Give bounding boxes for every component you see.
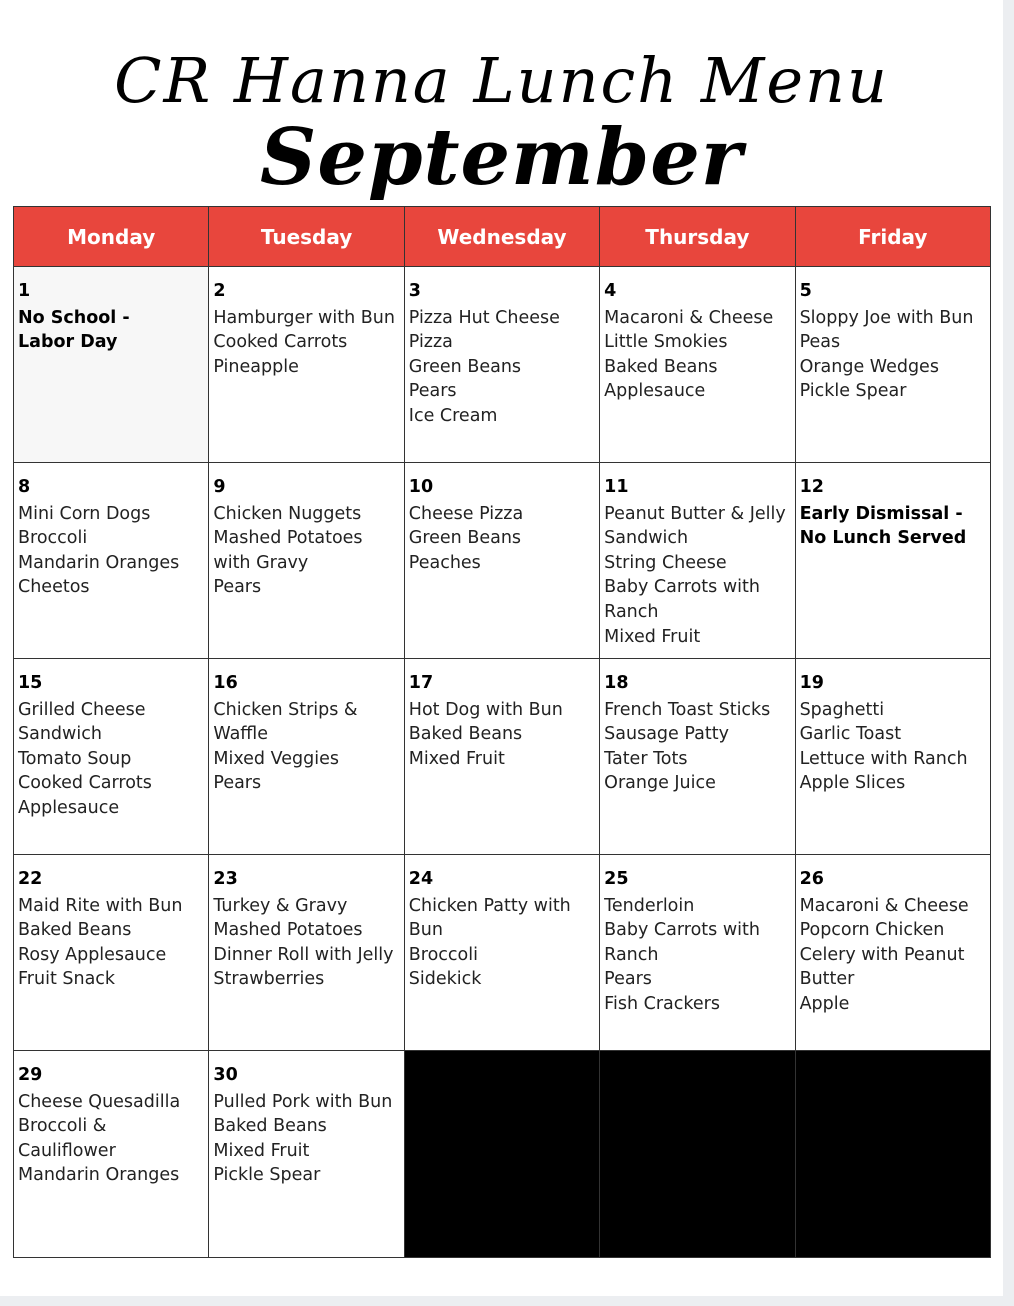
menu-item: Broccoli & Cauliflower (18, 1116, 116, 1161)
calendar-week-row (14, 659, 991, 855)
weekday-tuesday: Tuesday (209, 207, 404, 267)
menu-item: Fish Crackers (604, 993, 720, 1014)
menu-item: Green Beans (408, 356, 522, 377)
menu-item: Pears (213, 577, 262, 598)
menu-item: Baked Beans (213, 1116, 327, 1137)
menu-item: French Toast Sticks (604, 699, 771, 720)
menu-item: Baked Beans (18, 920, 132, 941)
menu-item: Cheese Quesadilla (18, 1091, 181, 1112)
weekday-monday: Monday (14, 207, 209, 267)
menu-item: Pears (604, 969, 652, 990)
menu-item: Peaches (408, 552, 481, 573)
menu-item: Chicken Strips & Waffle (213, 699, 358, 745)
menu-item: Baked Beans (604, 356, 718, 377)
day-cell-thursday (600, 267, 795, 463)
calendar-week-row (14, 463, 991, 659)
blocked-day-cell (600, 1051, 795, 1258)
menu-item: Pickle Spear (799, 381, 907, 402)
day-cell-tuesday (209, 855, 404, 1051)
menu-item: Garlic Toast (799, 724, 902, 745)
day-note: No Lunch Served (799, 528, 967, 549)
menu-item: Mixed Fruit (408, 748, 505, 769)
day-number: 17 (408, 673, 434, 693)
menu-item: Cooked Carrots (18, 773, 152, 794)
menu-item: Tomato Soup (18, 748, 132, 769)
day-cell-tuesday (209, 267, 404, 463)
day-number: 2 (213, 281, 226, 301)
day-cell-monday (14, 267, 209, 463)
menu-item: Hot Dog with Bun (408, 699, 563, 720)
menu-item: Ice Cream (408, 405, 498, 426)
menu-item: Broccoli (408, 944, 478, 965)
day-number: 11 (604, 477, 629, 497)
menu-item: Chicken Patty with Bun (408, 895, 571, 941)
day-cell-wednesday (404, 267, 599, 463)
menu-item: Fruit Snack (18, 969, 116, 990)
menu-item: Mandarin Oranges (18, 1165, 180, 1186)
day-cell-wednesday (404, 855, 599, 1051)
menu-item: Mini Corn Dogs (18, 503, 151, 524)
weekday-friday: Friday (795, 207, 990, 267)
menu-item: Dinner Roll with Jelly (213, 944, 394, 965)
menu-item: Lettuce with Ranch (799, 748, 968, 769)
menu-item: Strawberries (213, 969, 325, 990)
day-number: 12 (799, 477, 824, 497)
day-number: 18 (604, 673, 629, 693)
day-note: Early Dismissal - (799, 503, 963, 524)
day-number: 24 (408, 869, 434, 889)
menu-item: Grilled Cheese Sandwich (18, 699, 146, 745)
menu-item: Mashed Potatoes (213, 920, 363, 941)
menu-item: Pineapple (213, 356, 299, 377)
weekday-thursday: Thursday (600, 207, 795, 267)
day-number: 5 (799, 281, 812, 301)
day-cell-tuesday (209, 463, 404, 659)
day-cell-tuesday (209, 1051, 404, 1258)
menu-item: Turkey & Gravy (213, 895, 348, 916)
calendar-week-row (14, 1051, 991, 1258)
menu-item: Mashed Potatoes with Gravy (213, 528, 363, 573)
menu-title: CR Hanna Lunch Menu (114, 44, 889, 117)
menu-month: September (260, 112, 743, 203)
menu-item: Spaghetti (799, 699, 885, 720)
menu-item: Apple (799, 993, 850, 1014)
day-cell-monday (14, 659, 209, 855)
menu-item: Pulled Pork with Bun (213, 1091, 393, 1112)
menu-item: Baked Beans (408, 724, 523, 745)
menu-item: Cooked Carrots (213, 332, 348, 353)
day-cell-thursday (600, 463, 795, 659)
day-cell-thursday (600, 855, 795, 1051)
calendar-week-row (14, 267, 991, 463)
day-number: 25 (604, 869, 629, 889)
day-cell-monday (14, 1051, 209, 1258)
calendar-week-row (14, 855, 991, 1051)
day-note: Labor Day (18, 332, 118, 353)
menu-item: Sloppy Joe with Bun (799, 307, 974, 328)
menu-item: Pears (408, 381, 457, 402)
menu-item: Green Beans (408, 528, 522, 549)
menu-item: Macaroni & Cheese (604, 307, 774, 328)
day-number: 3 (408, 281, 421, 301)
day-cell-monday (14, 855, 209, 1051)
day-cell-wednesday (404, 659, 599, 855)
menu-item: Celery with Peanut Butter (799, 944, 965, 990)
day-cell-friday (795, 659, 990, 855)
menu-item: Orange Juice (604, 773, 716, 794)
menu-item: Broccoli (18, 528, 88, 549)
menu-item: String Cheese (604, 552, 727, 573)
blocked-day-cell (795, 1051, 990, 1258)
day-number: 15 (18, 673, 43, 693)
menu-item: Rosy Applesauce (18, 944, 167, 965)
day-cell-friday (795, 855, 990, 1051)
day-number: 19 (799, 673, 824, 693)
calendar-body (14, 267, 991, 1258)
menu-item: Baby Carrots with Ranch (604, 577, 760, 622)
day-number: 23 (213, 869, 238, 889)
menu-item: Cheese Pizza (408, 503, 524, 524)
menu-item: Maid Rite with Bun (18, 895, 183, 916)
lunch-calendar (13, 206, 991, 1258)
menu-item: Baby Carrots with Ranch (604, 920, 760, 965)
day-note: No School - (18, 307, 130, 328)
day-number: 30 (213, 1065, 238, 1085)
menu-item: Cheetos (18, 577, 90, 598)
menu-item: Macaroni & Cheese (799, 895, 969, 916)
menu-item: Applesauce (604, 381, 706, 402)
menu-item: Applesauce (18, 797, 120, 818)
menu-item: Tenderloin (604, 895, 695, 916)
day-number: 1 (18, 281, 31, 301)
menu-item: Popcorn Chicken (799, 920, 945, 941)
menu-item: Mixed Fruit (213, 1140, 310, 1161)
menu-item: Hamburger with Bun (213, 307, 395, 328)
day-number: 29 (18, 1065, 43, 1085)
weekday-header-row (14, 207, 991, 267)
day-number: 16 (213, 673, 238, 693)
day-cell-monday (14, 463, 209, 659)
menu-item: Mixed Veggies (213, 748, 339, 769)
menu-item: Apple Slices (799, 773, 906, 794)
day-number: 22 (18, 869, 43, 889)
menu-item: Chicken Nuggets (213, 503, 362, 524)
weekday-wednesday: Wednesday (404, 207, 599, 267)
menu-item: Little Smokies (604, 332, 728, 353)
menu-item: Peas (799, 332, 841, 353)
day-number: 26 (799, 869, 824, 889)
blocked-day-cell (404, 1051, 599, 1258)
day-cell-thursday (600, 659, 795, 855)
menu-item: Mixed Fruit (604, 626, 701, 647)
menu-item: Pickle Spear (213, 1165, 321, 1186)
menu-item: Pizza Hut Cheese Pizza (408, 307, 560, 353)
day-number: 10 (408, 477, 434, 497)
day-number: 4 (604, 281, 617, 301)
day-number: 8 (18, 477, 31, 497)
menu-item: Peanut Butter & Jelly Sandwich (604, 503, 786, 549)
menu-item: Pears (213, 773, 262, 794)
day-cell-tuesday (209, 659, 404, 855)
menu-item: Mandarin Oranges (18, 552, 180, 573)
day-number: 9 (213, 477, 226, 497)
day-cell-wednesday (404, 463, 599, 659)
menu-item: Orange Wedges (799, 356, 939, 377)
menu-item: Sidekick (408, 969, 482, 990)
day-cell-friday (795, 463, 990, 659)
day-cell-friday (795, 267, 990, 463)
menu-item: Tater Tots (604, 748, 688, 769)
menu-item: Sausage Patty (604, 724, 729, 745)
